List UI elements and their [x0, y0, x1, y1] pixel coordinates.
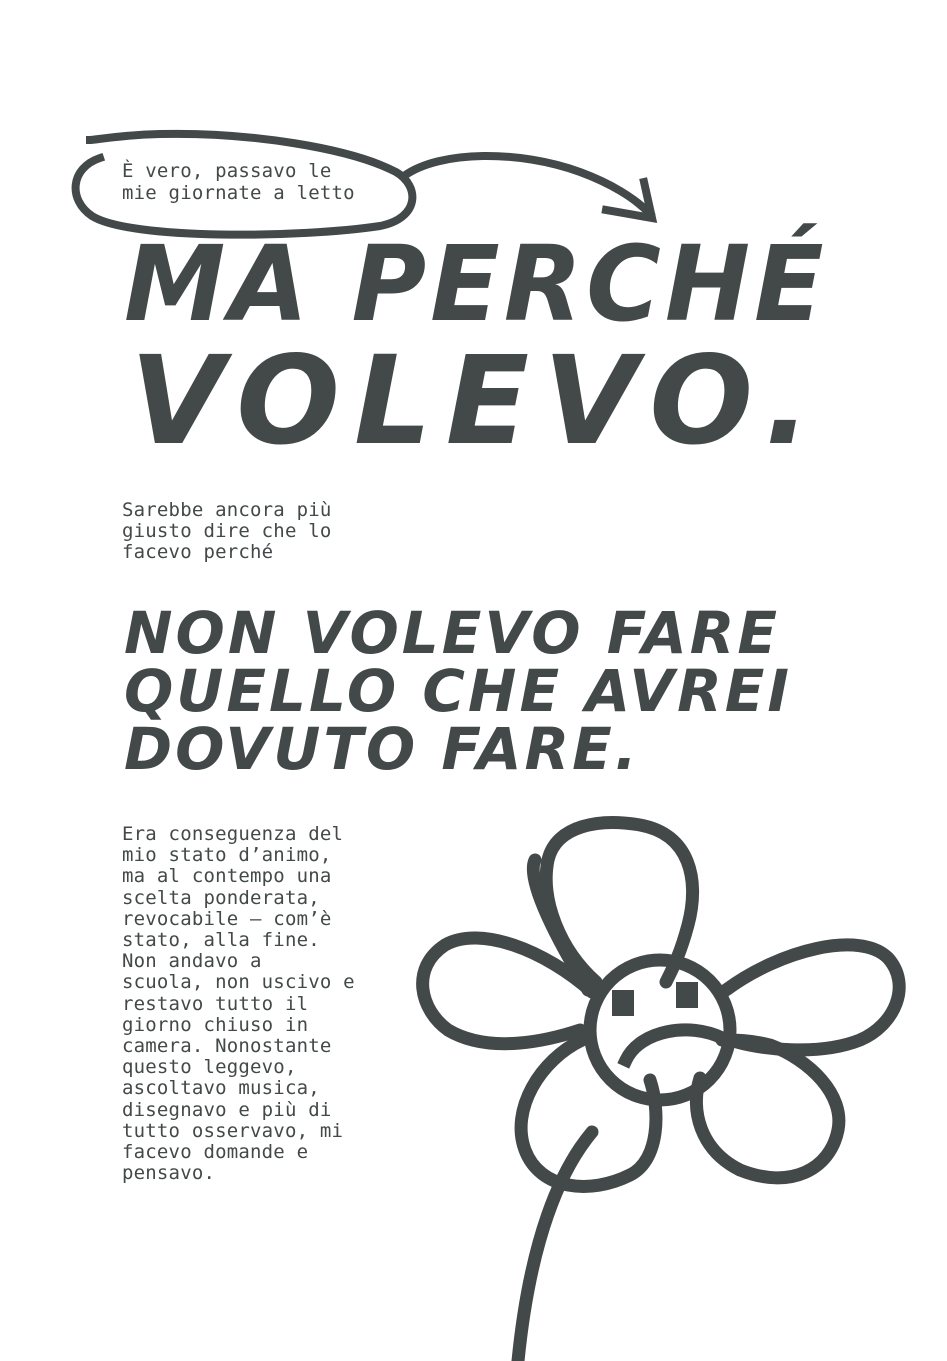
- headline-ma-perche: MA PERCHÉ: [124, 223, 828, 345]
- petal-lower-left-icon: [521, 1040, 656, 1186]
- sad-face-icon: [612, 982, 698, 1016]
- body-paragraph: Era conseguenza del mio stato d’animo, ma al contempo una scelta ponderata, revocabile – com’è stato, alla fine. Non andavo a scuola, non uscivo e restavo tutto il giorno chiuso in camera. Nonostante questo leggevo, ascoltavo musica, disegnavo e più di tutto osservavo, mi facevo domande e pensavo.: [122, 823, 355, 1185]
- headline-non-volevo-fare: NON VOLEVO FARE QUELLO CHE AVREI DOVUTO FARE.: [124, 599, 792, 783]
- right-eye-icon: [676, 982, 698, 1008]
- intro-note: È vero, passavo le mie giornate a letto: [122, 160, 355, 204]
- headline-volevo: VOLEVO.: [130, 330, 825, 472]
- subnote-text: Sarebbe ancora più giusto dire che lo facevo perché: [122, 499, 332, 563]
- frown-mouth-icon: [626, 1030, 722, 1060]
- left-eye-icon: [612, 990, 634, 1016]
- petal-right-icon: [726, 945, 899, 1050]
